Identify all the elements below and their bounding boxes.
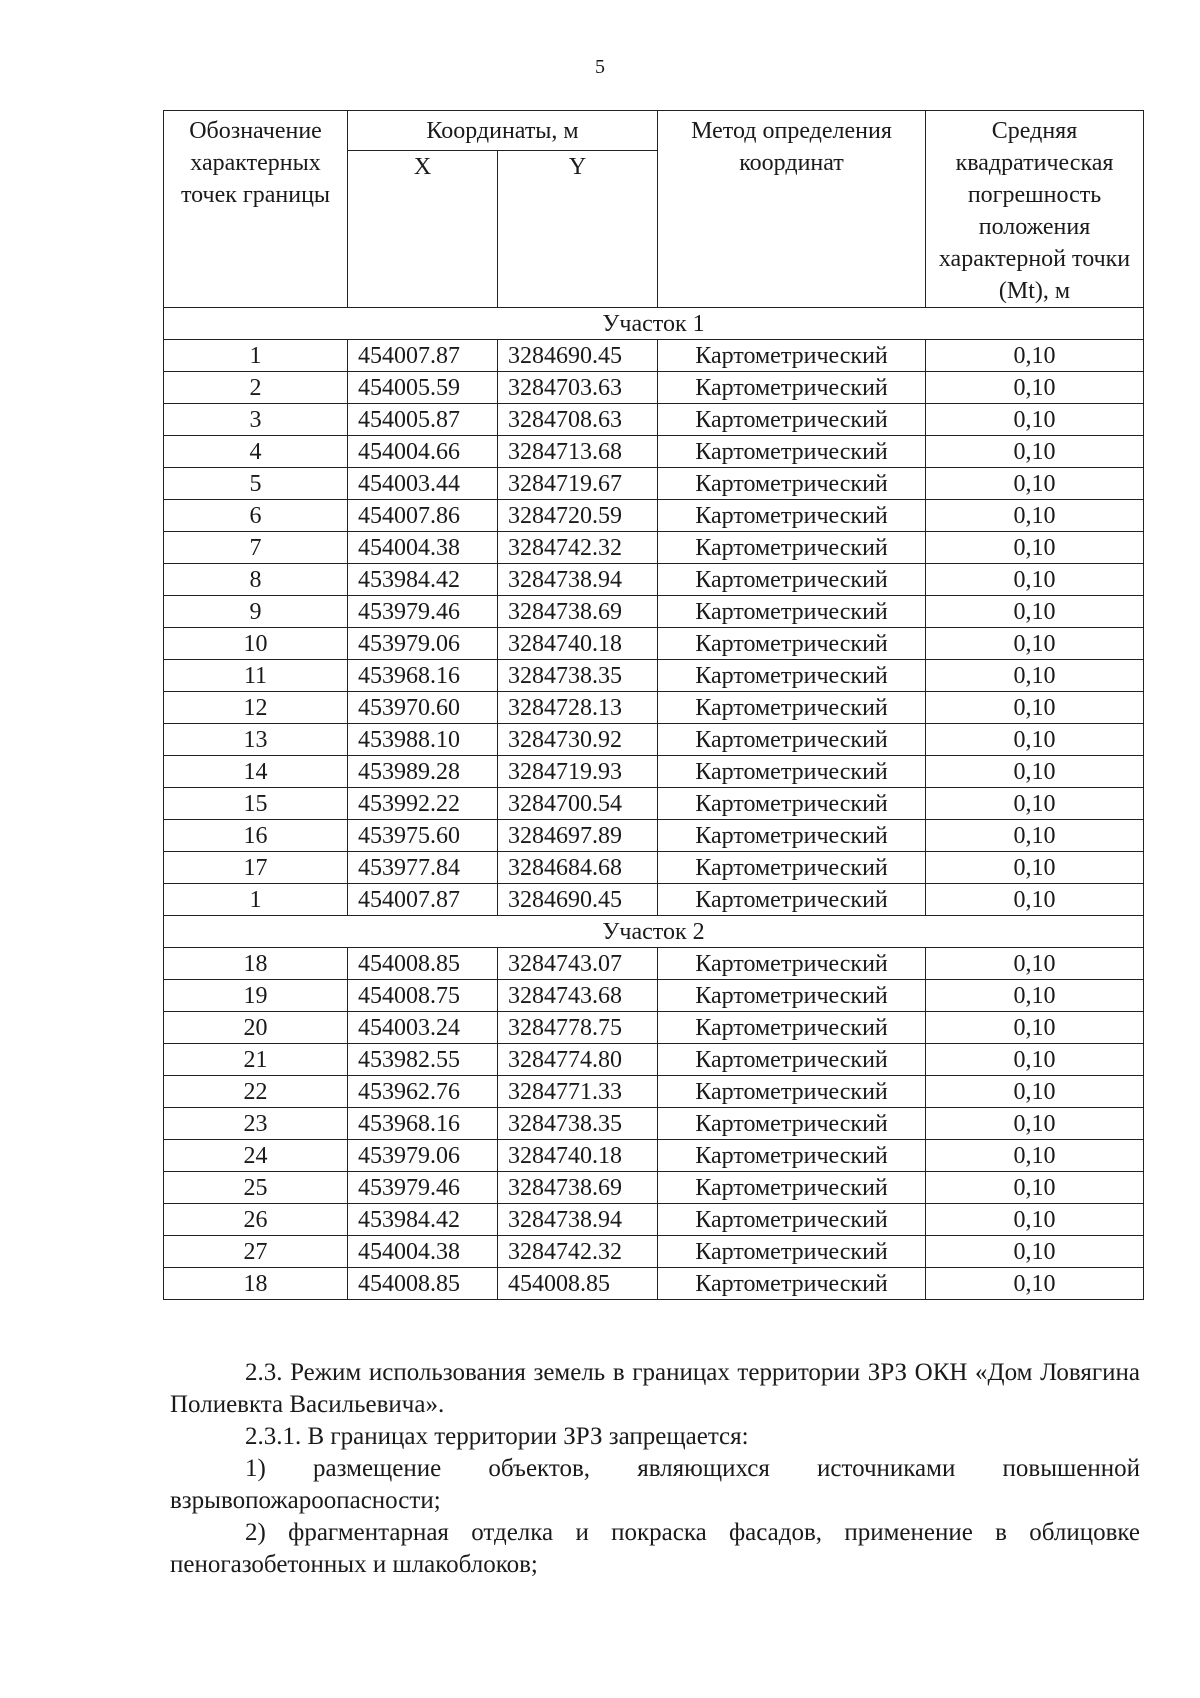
section-row	[164, 308, 1144, 340]
cell-point: 25	[164, 1172, 348, 1204]
table-header	[164, 111, 1144, 308]
cell-method: Картометрический	[658, 340, 926, 372]
cell-point: 1	[164, 340, 348, 372]
cell-point: 3	[164, 404, 348, 436]
cell-method: Картометрический	[658, 1044, 926, 1076]
cell-method: Картометрический	[658, 1012, 926, 1044]
cell-method: Картометрический	[658, 1172, 926, 1204]
table-row	[164, 884, 1144, 916]
cell-point: 16	[164, 820, 348, 852]
table-row	[164, 1076, 1144, 1108]
cell-point: 2	[164, 372, 348, 404]
cell-error: 0,10	[926, 884, 1144, 916]
cell-x: 453962.76	[348, 1076, 498, 1108]
cell-method: Картометрический	[658, 1236, 926, 1268]
cell-point: 19	[164, 980, 348, 1012]
paragraph-2-3-1: 2.3.1. В границах территории ЗРЗ запрещается:	[245, 1423, 749, 1450]
cell-point: 18	[164, 948, 348, 980]
cell-error: 0,10	[926, 404, 1144, 436]
table-row	[164, 1044, 1144, 1076]
cell-point: 21	[164, 1044, 348, 1076]
table-row	[164, 788, 1144, 820]
header-coordinates: Координаты, м	[348, 111, 658, 151]
cell-point: 22	[164, 1076, 348, 1108]
cell-x: 454005.59	[348, 372, 498, 404]
table-row	[164, 532, 1144, 564]
cell-y: 3284728.13	[498, 692, 658, 724]
cell-x: 453992.22	[348, 788, 498, 820]
cell-y: 3284778.75	[498, 1012, 658, 1044]
section-title: Участок 2	[164, 916, 1144, 948]
cell-x: 453979.06	[348, 628, 498, 660]
cell-error: 0,10	[926, 1140, 1144, 1172]
table-row	[164, 628, 1144, 660]
cell-x: 454004.38	[348, 532, 498, 564]
cell-method: Картометрический	[658, 756, 926, 788]
cell-error: 0,10	[926, 340, 1144, 372]
table-row	[164, 756, 1144, 788]
cell-method: Картометрический	[658, 852, 926, 884]
cell-point: 12	[164, 692, 348, 724]
list-item-2: 2) фрагментарная отделка и покраска фасадов, применение в облицовке пеногазобетонных и шлакоблоков;	[170, 1519, 1140, 1578]
paragraph-2-3: 2.3. Режим использования земель в границах территории ЗРЗ ОКН «Дом Ловягина Полиевкта Васильевича».	[170, 1359, 1140, 1418]
cell-error: 0,10	[926, 980, 1144, 1012]
body-text	[170, 1357, 1140, 1581]
cell-method: Картометрический	[658, 884, 926, 916]
list-item-1: 1) размещение объектов, являющихся источниками повышенной взрывопожароопасности;	[170, 1455, 1140, 1514]
cell-x: 453989.28	[348, 756, 498, 788]
cell-x: 453984.42	[348, 564, 498, 596]
cell-error: 0,10	[926, 468, 1144, 500]
cell-x: 453968.16	[348, 660, 498, 692]
cell-method: Картометрический	[658, 404, 926, 436]
cell-error: 0,10	[926, 820, 1144, 852]
cell-x: 454005.87	[348, 404, 498, 436]
cell-error: 0,10	[926, 660, 1144, 692]
cell-point: 15	[164, 788, 348, 820]
cell-x: 454004.38	[348, 1236, 498, 1268]
cell-error: 0,10	[926, 1012, 1144, 1044]
cell-point: 14	[164, 756, 348, 788]
cell-y: 3284742.32	[498, 532, 658, 564]
cell-method: Картометрический	[658, 596, 926, 628]
cell-y: 3284742.32	[498, 1236, 658, 1268]
cell-y: 3284738.35	[498, 1108, 658, 1140]
cell-method: Картометрический	[658, 948, 926, 980]
table-row	[164, 596, 1144, 628]
cell-x: 454003.24	[348, 1012, 498, 1044]
table-row	[164, 980, 1144, 1012]
cell-point: 5	[164, 468, 348, 500]
cell-y: 3284740.18	[498, 628, 658, 660]
cell-error: 0,10	[926, 1044, 1144, 1076]
cell-method: Картометрический	[658, 724, 926, 756]
cell-point: 4	[164, 436, 348, 468]
table-row	[164, 820, 1144, 852]
cell-error: 0,10	[926, 1108, 1144, 1140]
cell-method: Картометрический	[658, 788, 926, 820]
table-row	[164, 660, 1144, 692]
cell-error: 0,10	[926, 564, 1144, 596]
cell-error: 0,10	[926, 852, 1144, 884]
table-row	[164, 948, 1144, 980]
table-body	[164, 308, 1144, 1300]
coordinates-table	[163, 110, 1144, 1300]
cell-y: 3284720.59	[498, 500, 658, 532]
cell-method: Картометрический	[658, 820, 926, 852]
cell-point: 18	[164, 1268, 348, 1300]
cell-point: 26	[164, 1204, 348, 1236]
cell-method: Картометрический	[658, 1140, 926, 1172]
cell-y: 3284738.35	[498, 660, 658, 692]
cell-error: 0,10	[926, 1268, 1144, 1300]
cell-x: 454008.75	[348, 980, 498, 1012]
page-number: 5	[595, 56, 605, 78]
cell-method: Картометрический	[658, 1268, 926, 1300]
cell-error: 0,10	[926, 788, 1144, 820]
cell-error: 0,10	[926, 628, 1144, 660]
cell-x: 454007.86	[348, 500, 498, 532]
cell-method: Картометрический	[658, 1204, 926, 1236]
cell-point: 7	[164, 532, 348, 564]
cell-point: 23	[164, 1108, 348, 1140]
cell-y: 3284743.07	[498, 948, 658, 980]
cell-method: Картометрический	[658, 468, 926, 500]
cell-error: 0,10	[926, 692, 1144, 724]
cell-y: 3284719.93	[498, 756, 658, 788]
table-row	[164, 692, 1144, 724]
cell-method: Картометрический	[658, 532, 926, 564]
cell-x: 454008.85	[348, 1268, 498, 1300]
cell-y: 3284713.68	[498, 436, 658, 468]
cell-method: Картометрический	[658, 500, 926, 532]
cell-y: 3284738.94	[498, 1204, 658, 1236]
cell-method: Картометрический	[658, 1076, 926, 1108]
cell-x: 453984.42	[348, 1204, 498, 1236]
table-row	[164, 372, 1144, 404]
cell-x: 453988.10	[348, 724, 498, 756]
table-row	[164, 436, 1144, 468]
cell-error: 0,10	[926, 1236, 1144, 1268]
table-row	[164, 468, 1144, 500]
cell-y: 3284703.63	[498, 372, 658, 404]
cell-y: 3284738.94	[498, 564, 658, 596]
cell-y: 3284700.54	[498, 788, 658, 820]
cell-point: 8	[164, 564, 348, 596]
cell-x: 454008.85	[348, 948, 498, 980]
cell-x: 454007.87	[348, 884, 498, 916]
cell-point: 1	[164, 884, 348, 916]
header-y: Y	[498, 151, 658, 308]
cell-method: Картометрический	[658, 436, 926, 468]
cell-error: 0,10	[926, 756, 1144, 788]
cell-y: 454008.85	[498, 1268, 658, 1300]
cell-error: 0,10	[926, 500, 1144, 532]
cell-y: 3284690.45	[498, 340, 658, 372]
table-row	[164, 1236, 1144, 1268]
table-row	[164, 724, 1144, 756]
header-method: Метод определения координат	[658, 111, 926, 308]
cell-point: 6	[164, 500, 348, 532]
table-row	[164, 1268, 1144, 1300]
cell-y: 3284719.67	[498, 468, 658, 500]
header-point-designation: Обозначение характерных точек границы	[164, 111, 348, 308]
table-row	[164, 340, 1144, 372]
cell-y: 3284774.80	[498, 1044, 658, 1076]
cell-error: 0,10	[926, 532, 1144, 564]
cell-y: 3284743.68	[498, 980, 658, 1012]
cell-y: 3284730.92	[498, 724, 658, 756]
cell-error: 0,10	[926, 596, 1144, 628]
cell-point: 13	[164, 724, 348, 756]
cell-method: Картометрический	[658, 660, 926, 692]
section-title: Участок 1	[164, 308, 1144, 340]
cell-method: Картометрический	[658, 980, 926, 1012]
section-row	[164, 916, 1144, 948]
cell-error: 0,10	[926, 1172, 1144, 1204]
cell-x: 453970.60	[348, 692, 498, 724]
cell-x: 453982.55	[348, 1044, 498, 1076]
cell-error: 0,10	[926, 1204, 1144, 1236]
cell-x: 453979.06	[348, 1140, 498, 1172]
cell-y: 3284708.63	[498, 404, 658, 436]
cell-point: 24	[164, 1140, 348, 1172]
cell-x: 454003.44	[348, 468, 498, 500]
table-row	[164, 404, 1144, 436]
table-row	[164, 1108, 1144, 1140]
table-row	[164, 1012, 1144, 1044]
cell-point: 11	[164, 660, 348, 692]
cell-x: 453975.60	[348, 820, 498, 852]
cell-error: 0,10	[926, 948, 1144, 980]
header-x: X	[348, 151, 498, 308]
table-row	[164, 1172, 1144, 1204]
table-row	[164, 1140, 1144, 1172]
cell-method: Картометрический	[658, 628, 926, 660]
cell-method: Картометрический	[658, 564, 926, 596]
cell-point: 17	[164, 852, 348, 884]
cell-y: 3284697.89	[498, 820, 658, 852]
cell-y: 3284740.18	[498, 1140, 658, 1172]
table-row	[164, 564, 1144, 596]
cell-y: 3284738.69	[498, 1172, 658, 1204]
header-mean-square-error: Средняя квадратическая погрешность положения характерной точки (Mt), м	[926, 111, 1144, 308]
cell-y: 3284771.33	[498, 1076, 658, 1108]
cell-x: 453968.16	[348, 1108, 498, 1140]
cell-method: Картометрический	[658, 1108, 926, 1140]
cell-x: 454004.66	[348, 436, 498, 468]
cell-error: 0,10	[926, 436, 1144, 468]
cell-y: 3284738.69	[498, 596, 658, 628]
table-row	[164, 1204, 1144, 1236]
table-row	[164, 852, 1144, 884]
cell-y: 3284690.45	[498, 884, 658, 916]
cell-x: 453979.46	[348, 1172, 498, 1204]
cell-method: Картометрический	[658, 372, 926, 404]
cell-x: 453979.46	[348, 596, 498, 628]
cell-method: Картометрический	[658, 692, 926, 724]
cell-x: 454007.87	[348, 340, 498, 372]
cell-error: 0,10	[926, 724, 1144, 756]
cell-point: 10	[164, 628, 348, 660]
cell-error: 0,10	[926, 372, 1144, 404]
cell-error: 0,10	[926, 1076, 1144, 1108]
cell-x: 453977.84	[348, 852, 498, 884]
cell-point: 9	[164, 596, 348, 628]
cell-point: 27	[164, 1236, 348, 1268]
table-row	[164, 500, 1144, 532]
cell-y: 3284684.68	[498, 852, 658, 884]
cell-point: 20	[164, 1012, 348, 1044]
